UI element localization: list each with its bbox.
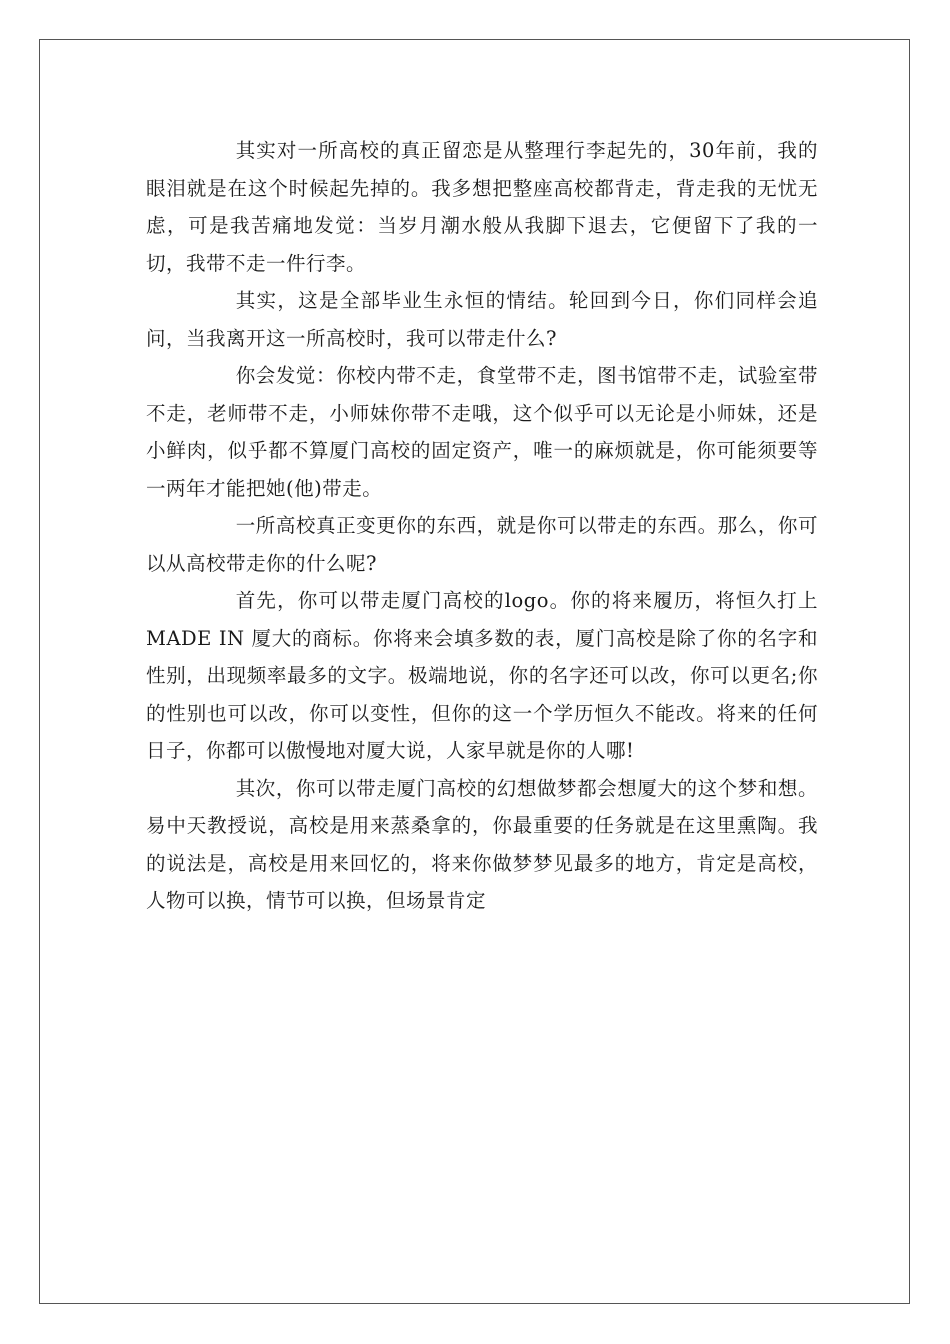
paragraph-5: 首先，你可以带走厦门高校的logo。你的将来履历，将恒久打上MADE IN 厦大的商标。你将来会填多数的表，厦门高校是除了你的名字和性别，出现频率最多的文字。极端地说，你的名字还可以改，你可以更名;你的性别也可以改，你可以变性，但你的这一个学历恒久不能改。将来的任何日子，你都可以傲慢地对厦大说，人家早就是你的人哪! <box>146 589 818 762</box>
paragraph-4: 一所高校真正变更你的东西，就是你可以带走的东西。那么，你可以从高校带走你的什么呢? <box>146 514 818 575</box>
document-body <box>146 132 818 920</box>
paragraph-3: 你会发觉：你校内带不走，食堂带不走，图书馆带不走，试验室带不走，老师带不走，小师妹你带不走哦，这个似乎可以无论是小师妹，还是小鲜肉，似乎都不算厦门高校的固定资产，唯一的麻烦就是，你可能须要等一两年才能把她(他)带走。 <box>146 364 818 500</box>
paragraph-6: 其次，你可以带走厦门高校的幻想做梦都会想厦大的这个梦和想。易中天教授说，高校是用来蒸桑拿的，你最重要的任务就是在这里熏陶。我的说法是，高校是用来回忆的，将来你做梦梦见最多的地方，肯定是高校，人物可以换，情节可以换，但场景肯定 <box>146 776 818 912</box>
paragraph-2: 其实，这是全部毕业生永恒的情结。轮回到今日，你们同样会追问，当我离开这一所高校时，我可以带走什么? <box>146 289 818 350</box>
paragraph-1: 其实对一所高校的真正留恋是从整理行李起先的，30年前，我的眼泪就是在这个时候起先掉的。我多想把整座高校都背走，背走我的无忧无虑，可是我苦痛地发觉：当岁月潮水般从我脚下退去，它便留下了我的一切，我带不走一件行李。 <box>146 139 818 275</box>
